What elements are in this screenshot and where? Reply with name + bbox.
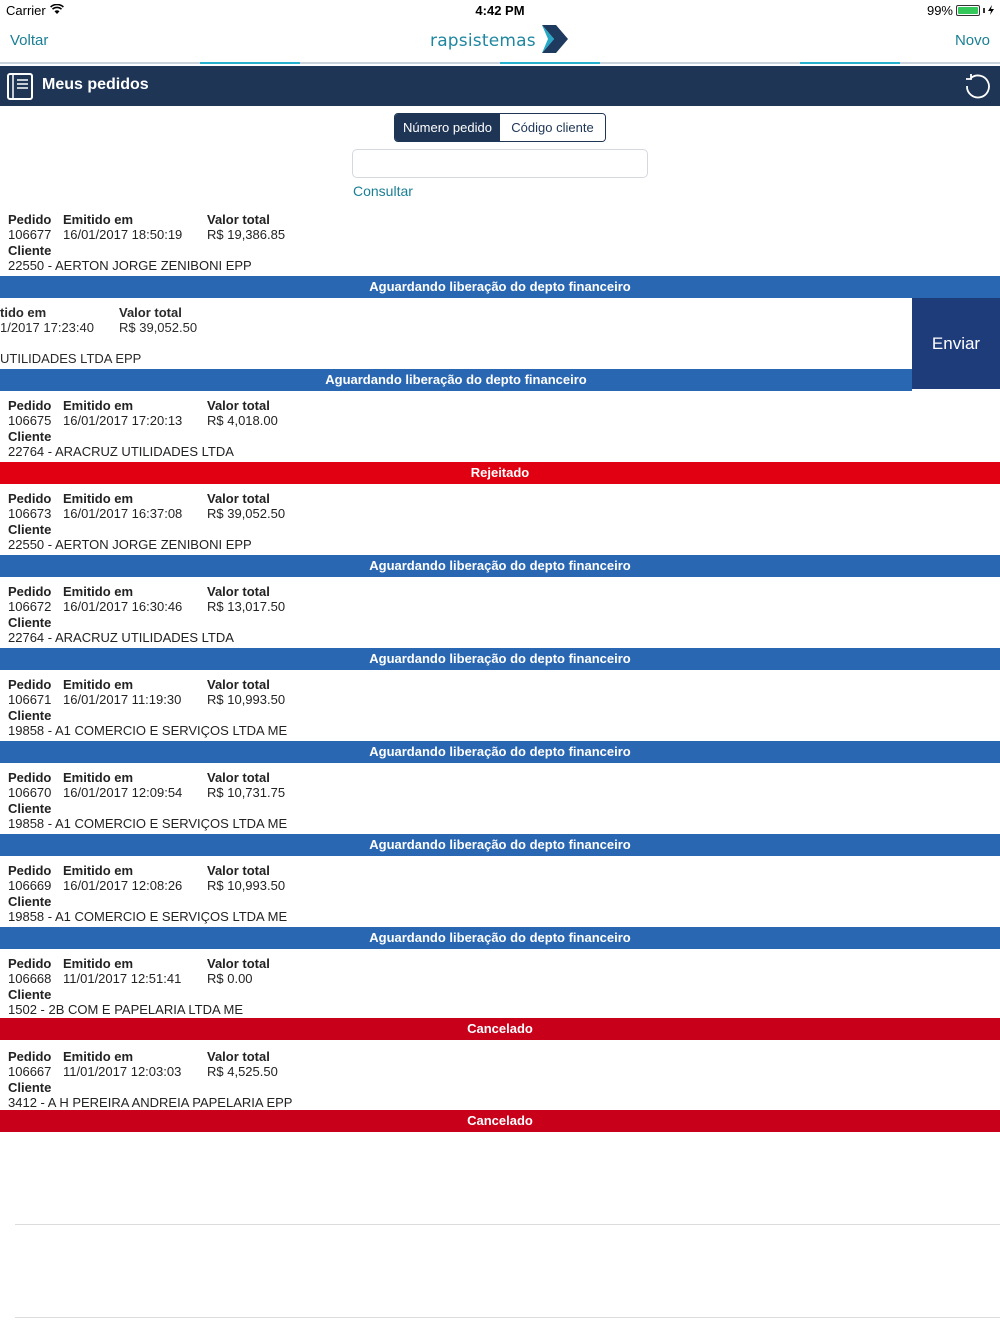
divider (15, 1224, 1000, 1225)
battery-tip (983, 8, 985, 13)
order-client: UTILIDADES LTDA EPP (0, 351, 142, 366)
nav-divider (0, 62, 1000, 64)
order-total-label: Valor total (119, 305, 182, 320)
order-client: 19858 - A1 COMERCIO E SERVIÇOS LTDA ME (8, 816, 288, 831)
order-client-label: Cliente (8, 522, 52, 537)
order-number-label: Pedido (8, 398, 52, 413)
status-badge: Aguardando liberação do depto financeiro (0, 648, 1000, 670)
app-logo (430, 24, 570, 58)
order-client: 22764 - ARACRUZ UTILIDADES LTDA (8, 444, 234, 459)
divider-accent (800, 62, 900, 64)
status-badge: Aguardando liberação do depto financeiro (0, 555, 1000, 577)
order-client: 19858 - A1 COMERCIO E SERVIÇOS LTDA ME (8, 909, 288, 924)
page-title: Meus pedidos (42, 76, 149, 93)
page-header (0, 66, 1000, 106)
order-item[interactable] (0, 1042, 1000, 1135)
status-badge: Aguardando liberação do depto financeiro (0, 741, 1000, 763)
search-mode-toggle (394, 113, 606, 142)
order-total-label: Valor total (207, 491, 270, 506)
order-client-label: Cliente (8, 708, 52, 723)
order-number: 106677 (8, 227, 52, 242)
nav-bar (0, 22, 1000, 66)
order-date: 16/01/2017 16:37:08 (63, 506, 183, 521)
order-total-label: Valor total (207, 584, 270, 599)
chevron-logo-icon (536, 23, 568, 60)
order-date: 1/2017 17:23:40 (0, 320, 94, 335)
carrier-label: Carrier (6, 3, 46, 18)
order-client: 3412 - A H PEREIRA ANDREIA PAPELARIA EPP (8, 1095, 293, 1110)
order-total-label: Valor total (207, 677, 270, 692)
order-date: 16/01/2017 18:50:19 (63, 227, 183, 242)
order-item[interactable] (0, 856, 1000, 949)
order-date-label: Emitido em (63, 863, 134, 878)
order-total-label: Valor total (207, 863, 270, 878)
order-number: 106669 (8, 878, 52, 893)
order-item[interactable] (0, 484, 1000, 577)
status-badge: Aguardando liberação do depto financeiro (0, 276, 1000, 298)
status-badge: Aguardando liberação do depto financeiro (0, 369, 912, 391)
status-bar (0, 0, 1000, 22)
order-number: 106667 (8, 1064, 52, 1079)
order-total: R$ 39,052.50 (207, 506, 286, 521)
order-date: 11/01/2017 12:51:41 (63, 971, 182, 986)
order-item[interactable] (0, 949, 1000, 1042)
order-total: R$ 4,525.50 (207, 1064, 278, 1079)
order-number-label: Pedido (8, 491, 52, 506)
order-date: 16/01/2017 12:09:54 (63, 785, 183, 800)
status-time: 4:42 PM (475, 3, 525, 18)
tab-numero-pedido[interactable]: Número pedido (395, 114, 500, 141)
notebook-icon (6, 71, 36, 106)
order-number-label: Pedido (8, 677, 52, 692)
back-button[interactable]: Voltar (10, 32, 49, 49)
order-number-label: Pedido (8, 1049, 52, 1064)
order-number-label: Pedido (8, 863, 52, 878)
order-client: 1502 - 2B COM E PAPELARIA LTDA ME (8, 1002, 244, 1017)
order-date: 16/01/2017 11:19:30 (63, 692, 182, 707)
order-client-label: Cliente (8, 243, 52, 258)
order-date: 16/01/2017 17:20:13 (63, 413, 183, 428)
order-client-label: Cliente (8, 615, 52, 630)
order-total: R$ 10,993.50 (207, 878, 286, 893)
order-client: 19858 - A1 COMERCIO E SERVIÇOS LTDA ME (8, 723, 288, 738)
battery-group (927, 3, 994, 18)
tab-codigo-cliente[interactable]: Código cliente (500, 114, 605, 141)
order-client-label: Cliente (8, 987, 52, 1002)
battery-icon (956, 5, 980, 16)
order-total: R$ 4,018.00 (207, 413, 278, 428)
order-date-label: Emitido em (63, 677, 134, 692)
order-number-label: Pedido (8, 956, 52, 971)
order-client-label: Cliente (8, 894, 52, 909)
new-order-button[interactable]: Novo (954, 32, 990, 49)
battery-percent: 99% (926, 3, 953, 18)
order-total-label: Valor total (207, 956, 270, 971)
order-item[interactable] (0, 577, 1000, 670)
order-client-label: Cliente (8, 1080, 52, 1095)
order-number-label: Pedido (8, 212, 52, 227)
order-number-label: Pedido (8, 584, 52, 599)
order-total: R$ 39,052.50 (119, 320, 198, 335)
order-item[interactable] (0, 205, 1000, 298)
send-button[interactable]: Enviar (912, 298, 1000, 389)
status-badge: Aguardando liberação do depto financeiro (0, 927, 1000, 949)
order-total: R$ 13,017.50 (207, 599, 286, 614)
order-date-label: Emitido em (63, 770, 134, 785)
order-total: R$ 0.00 (207, 971, 253, 986)
order-date-label: Emitido em (63, 398, 134, 413)
order-date: 16/01/2017 12:08:26 (63, 878, 183, 893)
order-total-label: Valor total (207, 770, 270, 785)
order-total: R$ 10,993.50 (207, 692, 286, 707)
order-client-label: Cliente (8, 429, 52, 444)
status-badge: Rejeitado (0, 462, 1000, 484)
divider-accent (200, 62, 300, 64)
order-date-label: Emitido em (63, 956, 134, 971)
order-client: 22550 - AERTON JORGE ZENIBONI EPP (8, 537, 252, 552)
order-item[interactable] (0, 391, 1000, 484)
order-total-label: Valor total (207, 398, 270, 413)
refresh-icon[interactable] (962, 71, 992, 106)
order-total: R$ 19,386.85 (207, 227, 286, 242)
logo-text: rapsistemas (430, 31, 536, 51)
consult-button[interactable]: Consultar (353, 183, 413, 199)
order-item[interactable] (0, 670, 1000, 763)
order-number: 106673 (8, 506, 52, 521)
status-badge: Cancelado (0, 1018, 1000, 1040)
order-number: 106671 (8, 692, 52, 707)
search-input[interactable] (352, 149, 648, 178)
divider-accent (500, 62, 600, 64)
charging-icon (988, 3, 994, 18)
order-total-label: Valor total (207, 1049, 270, 1064)
order-client: 22550 - AERTON JORGE ZENIBONI EPP (8, 258, 252, 273)
order-client-label: Cliente (8, 801, 52, 816)
order-date-label: Emitido em (63, 1049, 134, 1064)
order-date: 16/01/2017 16:30:46 (63, 599, 183, 614)
status-badge: Cancelado (0, 1110, 1000, 1132)
status-badge: Aguardando liberação do depto financeiro (0, 834, 1000, 856)
order-date: 11/01/2017 12:03:03 (63, 1064, 182, 1079)
order-number: 106670 (8, 785, 52, 800)
order-number-label: Pedido (8, 770, 52, 785)
divider (15, 1317, 1000, 1318)
order-number: 106672 (8, 599, 52, 614)
order-total-label: Valor total (207, 212, 270, 227)
order-total: R$ 10,731.75 (207, 785, 286, 800)
order-date-label: tido em (0, 305, 47, 320)
order-date-label: Emitido em (63, 212, 134, 227)
order-date-label: Emitido em (63, 584, 134, 599)
order-date-label: Emitido em (63, 491, 134, 506)
order-number: 106668 (8, 971, 52, 986)
order-client: 22764 - ARACRUZ UTILIDADES LTDA (8, 630, 234, 645)
order-number: 106675 (8, 413, 52, 428)
order-item[interactable] (0, 763, 1000, 856)
order-item-swiped[interactable] (0, 298, 1000, 391)
